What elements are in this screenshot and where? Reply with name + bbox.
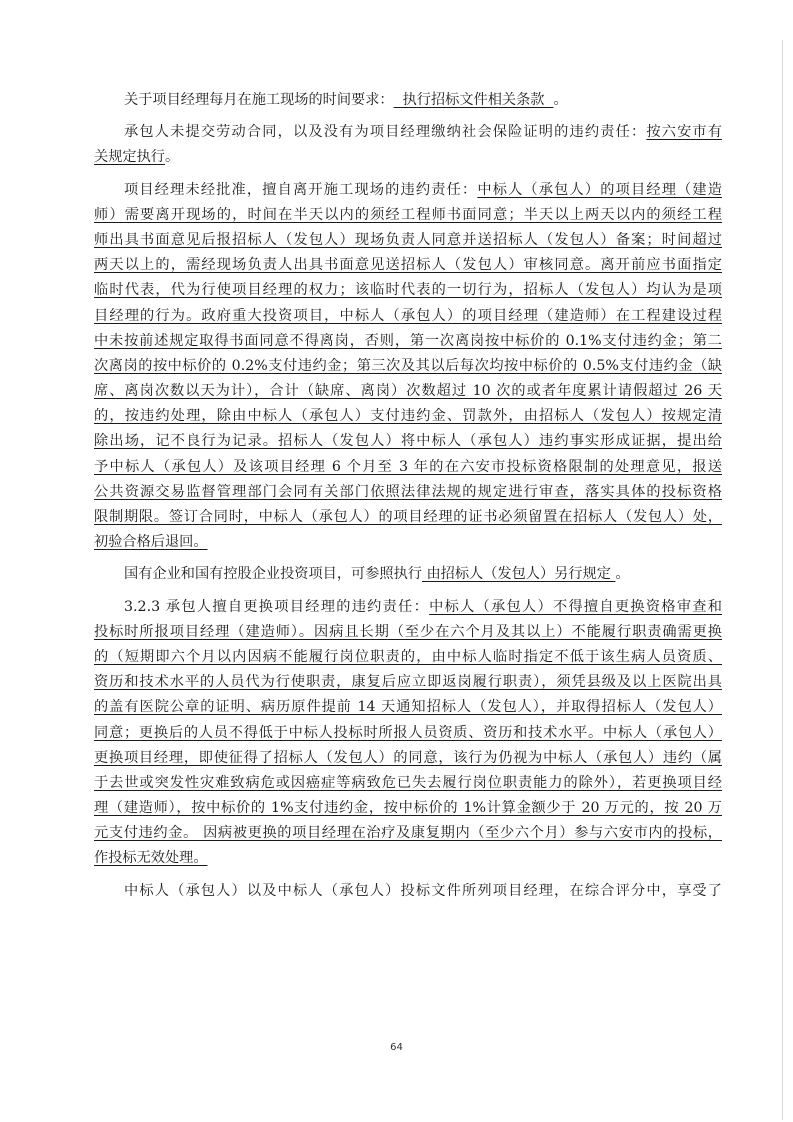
- para-unauthorized-leave-line: 中未按前述规定取得书面同意不得离岗，否则，第一次离岗按中标价的 0.1%支付违约金；第二: [94, 332, 722, 349]
- para-replace-manager-line: 理（建造师），按中标价的 1%支付违约金，按中标价的 1%计算金额少于 20 万元的，按 20 万: [94, 800, 722, 817]
- para-unauthorized-leave-line: 两天以上的，需经现场负责人出具书面意见送招标人（发包人）审核同意。离开前应书面指定: [94, 257, 722, 274]
- para-replace-manager-line: 的（短期即六个月以内因病不能履行岗位职责的，由中标人临时指定不低于该生病人员资质、: [94, 648, 722, 665]
- para-labor-contract-line2: [94, 145, 722, 170]
- para-replace-manager-line1: [94, 595, 722, 620]
- para-labor-contract-value-2: 关规定执行: [94, 149, 165, 166]
- para-unauthorized-leave-line: 除出场，记不良行为记录。招标人（发包人）将中标人（承包人）违约事实形成证据，提出给: [94, 433, 722, 450]
- para-time-requirement-end: 。: [553, 92, 568, 108]
- para-unauthorized-leave-line: 的，按违约处理，除由中标人（承包人）支付违约金、罚款外，由招标人（发包人）按规定清: [94, 408, 722, 425]
- para-unauthorized-leave-line: 初验合格后退回。: [94, 534, 208, 551]
- para-labor-contract-label: 承包人未提交劳动合同，以及没有为项目经理缴纳社会保险证明的违约责任：: [124, 124, 647, 141]
- para-unauthorized-leave-value: 中标人（承包人）的项目经理（建造: [477, 181, 722, 198]
- para-replace-manager-line: 同意；更换后的人员不得低于中标人投标时所报人员资质、资历和技术水平。中标人（承包人）: [94, 724, 722, 741]
- para-replace-manager-line: 作投标无效处理。: [94, 850, 208, 867]
- scan-edge-line: [782, 40, 783, 1120]
- para-state-owned: [94, 562, 722, 587]
- para-replace-manager-line: 更换项目经理，即使征得了招标人（发包人）的同意，该行为仍视为中标人（承包人）违约（属: [94, 749, 722, 766]
- para-state-owned-value: 由招标人（发包人）另行规定: [421, 566, 616, 583]
- para-replace-manager-value: 中标人（承包人）不得擅自更换资格审查和: [429, 598, 722, 615]
- para-unauthorized-leave-line: 师出具书面意见后报招标人（发包人）现场负责人同意并送招标人（发包人）备案；时间超过: [94, 231, 722, 248]
- para-bonus-points-line1: 中标人（承包人）以及中标人（承包人）投标文件所列项目经理，在综合评分中，享受了: [124, 882, 722, 899]
- para-labor-contract-end: 。: [164, 149, 180, 166]
- para-unauthorized-leave-line: 临时代表，代为行使项目经理的权力；该临时代表的一切行为，招标人（发包人）均认为是项: [94, 282, 722, 299]
- document-body: [94, 88, 722, 904]
- para-replace-manager-label: 3.2.3 承包人擅自更换项目经理的违约责任：: [124, 598, 430, 615]
- para-replace-manager-line: 于去世或突发性灾难致病危或因癌症等病致危已失去履行岗位职责能力的除外），若更换项目经: [94, 774, 722, 791]
- para-time-requirement: [94, 88, 722, 113]
- para-unauthorized-leave-line1: [94, 178, 722, 203]
- para-labor-contract-line1: [94, 120, 722, 145]
- page-number: 64: [390, 1042, 403, 1053]
- para-unauthorized-leave-line: 师）需要离开现场的，时间在半天以内的须经工程师书面同意；半天以上两天以内的须经工程: [94, 206, 722, 223]
- para-replace-manager-line: 投标时所报项目经理（建造师）。因病且长期（至少在六个月及其以上）不能履行职责确需更换: [94, 623, 722, 640]
- para-unauthorized-leave-line: 目经理的行为。政府重大投资项目，中标人（承包人）的项目经理（建造师）在工程建设过程: [94, 307, 722, 324]
- para-unauthorized-leave-line: 席、离岗次数以天为计），合计（缺席、离岗）次数超过 10 次的或者年度累计请假超过 26 天: [94, 383, 722, 400]
- para-unauthorized-leave-line: 予中标人（承包人）及该项目经理 6 个月至 3 年的在六安市投标资格限制的处理意见，报送: [94, 458, 722, 475]
- para-labor-contract-value-1: 按六安市有: [646, 124, 722, 141]
- para-unauthorized-leave-line: 次离岗的按中标价的 0.2%支付违约金；第三次及其以后每次均按中标价的 0.5%支付违约金（缺: [94, 357, 722, 374]
- para-unauthorized-leave-label: 项目经理未经批准，擅自离开施工现场的违约责任：: [124, 181, 478, 198]
- para-unauthorized-leave-line: 公共资源交易监督管理部门会同有关部门依照法律法规的规定进行审查，落实具体的投标资格: [94, 483, 722, 500]
- para-state-owned-label: 国有企业和国有控股企业投资项目，可参照执行: [124, 566, 422, 583]
- para-time-requirement-label: 关于项目经理每月在施工现场的时间要求：: [124, 92, 394, 108]
- para-replace-manager-line: 元支付违约金。 因病被更换的项目经理在治疗及康复期内（至少六个月）参与六安市内的投标，: [94, 825, 722, 842]
- para-time-requirement-value: 执行招标文件相关条款: [393, 92, 554, 108]
- para-state-owned-end: 。: [615, 566, 630, 583]
- para-replace-manager-line: 的盖有医院公章的证明、病历原件提前 14 天通知招标人（发包人），并取得招标人（发包人）: [94, 699, 722, 716]
- para-replace-manager-line: 资历和技术水平的人员代为行使职责，康复后应立即返岗履行职责），须凭县级及以上医院出具: [94, 674, 722, 691]
- para-unauthorized-leave-line: 限制期限。签订合同时，中标人（承包人）的项目经理的证书必须留置在招标人（发包人）处，: [94, 509, 722, 525]
